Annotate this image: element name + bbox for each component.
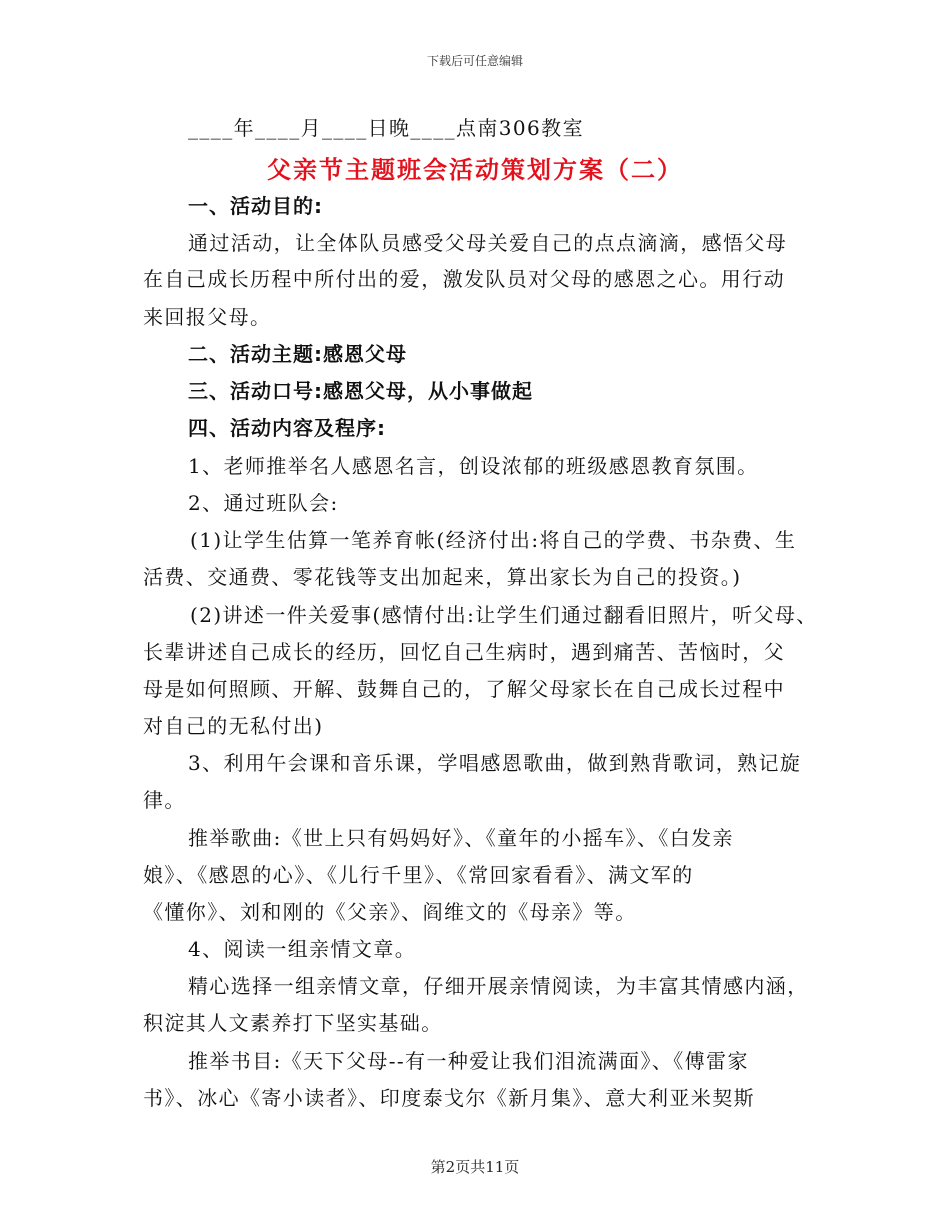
sub-item: (1)让学生估算一笔养育帐(经济付出:将自己的学费、书杂费、生 [190, 528, 797, 552]
paragraph-line: 律。 [143, 788, 186, 812]
page-header: 下载后可任意编辑 [426, 54, 523, 68]
section-heading-slogan: 三、活动口号:感恩父母，从小事做起 [188, 379, 533, 403]
paragraph-line: 精心选择一组亲情文章，仔细开展亲情阅读，为丰富其情感内涵， [188, 974, 809, 998]
section-heading-theme: 二、活动主题:感恩父母 [188, 342, 407, 366]
list-item: 4、阅读一组亲情文章。 [188, 937, 417, 961]
paragraph-line: 推举歌曲:《世上只有妈妈好》、《童年的小摇车》、《白发亲 [188, 826, 734, 850]
list-item: 2、通过班队会: [188, 491, 339, 515]
document-title: 父亲节主题班会活动策划方案（二） [267, 156, 683, 184]
section-heading-purpose: 一、活动目的: [188, 194, 323, 218]
paragraph-line: 书》、冰心《寄小读者》、印度泰戈尔《新月集》、意大利亚米契斯 [143, 1086, 755, 1110]
list-item: 3、利用午会课和音乐课，学唱感恩歌曲，做到熟背歌词，熟记旋 [188, 751, 802, 775]
paragraph-line: 娘》、《感恩的心》、《儿行千里》、《常回家看看》、满文军的 [143, 863, 694, 887]
list-item: 1、老师推举名人感恩名言，创设浓郁的班级感恩教育氛围。 [188, 454, 759, 478]
date-location-line: ____年____月____日晚____点南306教室 [188, 116, 584, 140]
paragraph-line: 通过活动，让全体队员感受父母关爱自己的点点滴滴，感悟父母 [188, 231, 788, 255]
paragraph-line: 来回报父母。 [143, 305, 272, 329]
paragraph-line: 积淀其人文素养打下坚实基础。 [143, 1011, 443, 1035]
paragraph-line: 活费、交通费、零花钱等支出加起来，算出家长为自己的投资。) [143, 565, 742, 589]
paragraph-line: 在自己成长历程中所付出的爱，激发队员对父母的感恩之心。用行动 [143, 267, 785, 291]
sub-item: (2)讲述一件关爱事(感情付出:让学生们通过翻看旧照片，听父母、 [190, 603, 818, 627]
paragraph-line: 长辈讲述自己成长的经历，回忆自己生病时，遇到痛苦、苦恼时，父 [143, 640, 785, 664]
page-footer: 第2页共11页 [430, 1158, 520, 1176]
paragraph-line: 母是如何照顾、开解、鼓舞自己的，了解父母家长在自己成长过程中 [143, 677, 785, 701]
paragraph-line: 推举书目:《天下父母--有一种爱让我们泪流满面》、《傅雷家 [188, 1049, 749, 1073]
section-heading-content: 四、活动内容及程序: [188, 416, 386, 440]
paragraph-line: 《懂你》、刘和刚的《父亲》、阎维文的《母亲》等。 [143, 900, 637, 924]
paragraph-line: 对自己的无私付出) [143, 714, 324, 738]
